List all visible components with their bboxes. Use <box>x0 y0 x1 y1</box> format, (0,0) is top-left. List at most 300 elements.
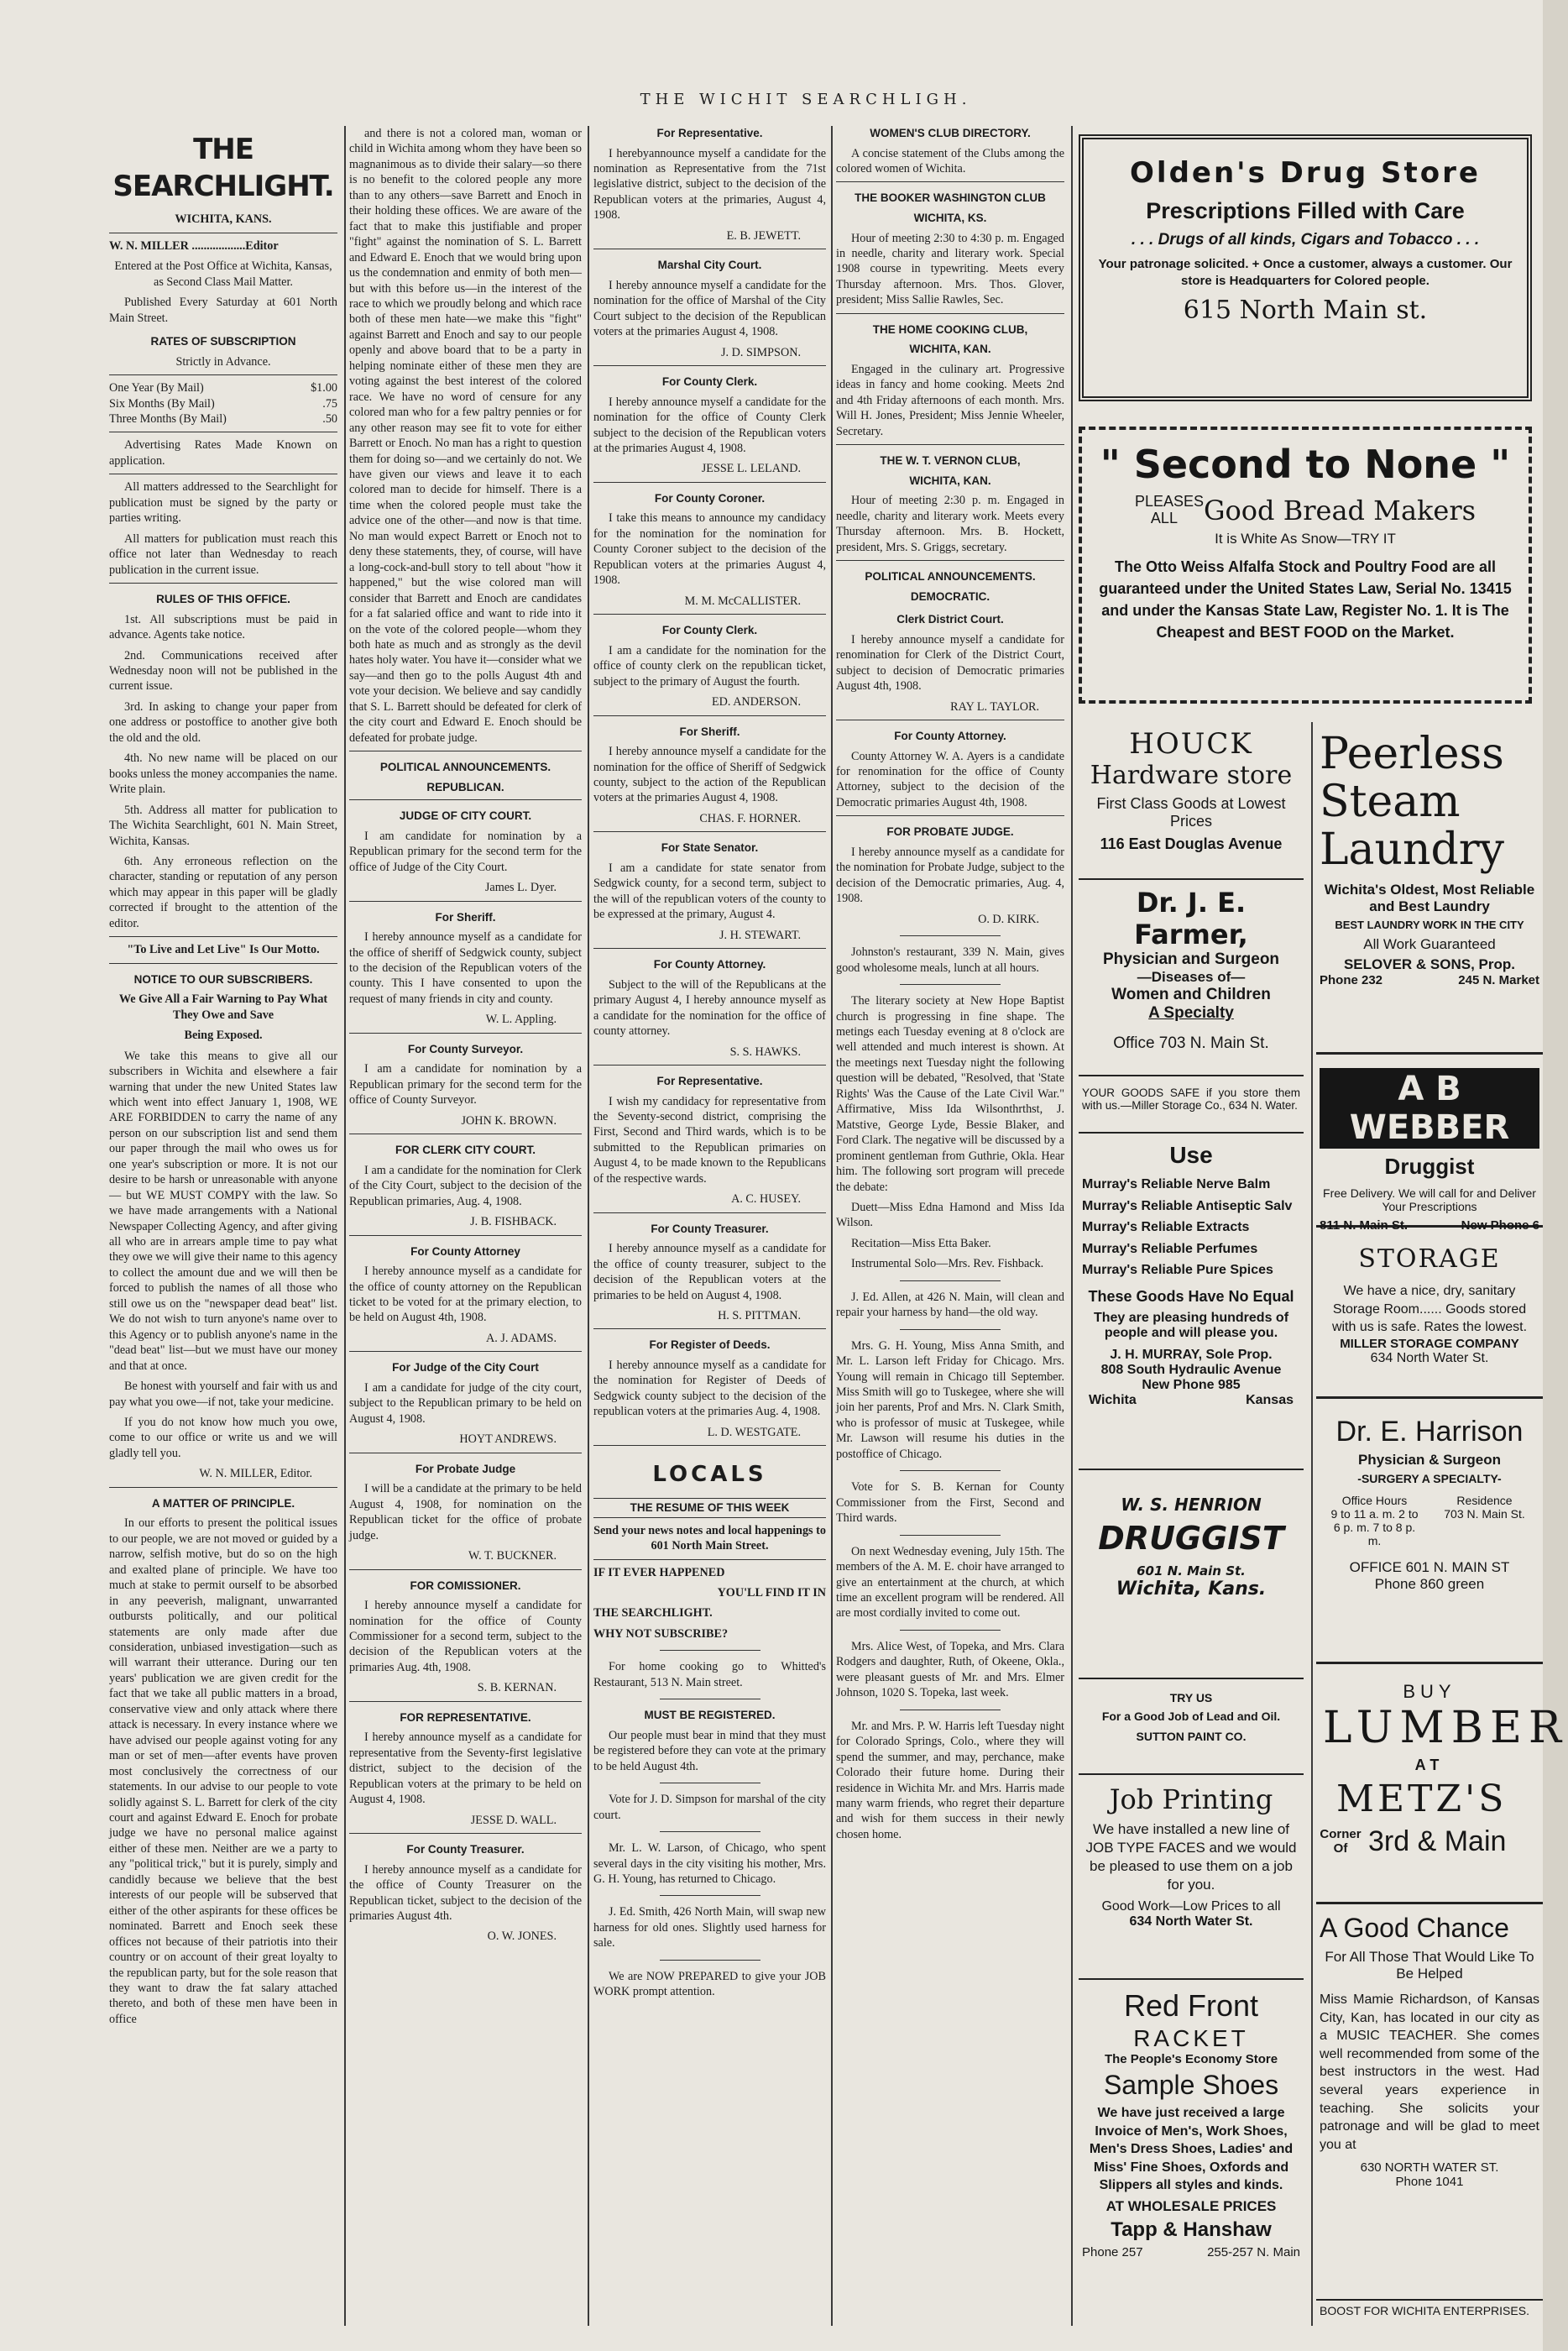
announcement-text: I hereby announce myself as a candidate for the office of county attorney on the Republican ticket to be voted for at the primary election, to be held on August 4th, 1908. <box>349 1265 582 1325</box>
divider <box>349 1235 582 1236</box>
divider <box>349 901 582 902</box>
rules-head: RULES OF THIS OFFICE. <box>156 593 290 606</box>
ad-line: Prescriptions Filled with Care <box>1146 198 1465 223</box>
local-item: Mr. and Mrs. P. W. Harris left Tuesday night for Colorado Springs, Colo., where they will spend the summer, and may, perchance, make Colorado their future home. During their residence in Wichita Mr. and Mrs. Harris made many warm friends, who regret their departure and wish for them success in their newly chosen home. <box>836 1719 1064 1841</box>
announcement-text: I am a candidate for state senator from Sedgwick county, for a second term, subject to the will of the republican voters of the county to be expressed at the primary, August 4. <box>593 861 826 922</box>
ad-list-item: Murray's Reliable Nerve Balm <box>1082 1177 1271 1191</box>
divider <box>660 1831 760 1832</box>
divider <box>349 799 582 800</box>
announcement <box>593 126 826 243</box>
announcement-signature: S. B. KERNAN. <box>477 1681 557 1695</box>
ad-address: 630 NORTH WATER ST. <box>1360 2160 1499 2176</box>
political-sub: REPUBLICAN. <box>426 780 504 793</box>
divider <box>593 1065 826 1066</box>
promo-line: IF IT EVER HAPPENED <box>593 1565 725 1579</box>
announcement-signature: M. M. McCALLISTER. <box>684 594 801 608</box>
column-3 <box>593 126 826 2005</box>
rule-item: 4th. No new name will be placed on our books unless the money accompanies the name. Write plain. <box>109 751 337 797</box>
announcement-title: FOR REPRESENTATIVE. <box>400 1710 531 1724</box>
divider <box>900 1280 1001 1281</box>
announcement-title: For County Clerk. <box>661 375 758 389</box>
ad-line: Good Work—Low Prices to all <box>1101 1899 1281 1914</box>
divider <box>109 583 337 584</box>
column-rule <box>344 126 346 2326</box>
ad-storage-note <box>1079 1083 1304 1134</box>
club-place: WICHITA, KAN. <box>909 343 991 356</box>
ad-red-front-racket <box>1079 1985 1304 2326</box>
column-rule <box>588 126 589 2326</box>
announcement <box>349 1360 582 1447</box>
announcement-text: I will be a candidate at the primary to be held August 4, 1908, for nomination on the Republican ticket for the office of probate judge. <box>349 1482 582 1542</box>
ad-line: A Specialty <box>1148 1004 1234 1022</box>
announcement-signature: James L. Dyer. <box>484 881 557 895</box>
ad-title: Dr. E. Harrison <box>1335 1416 1524 1448</box>
announcement-title: Marshal City Court. <box>657 259 762 272</box>
local-item: For home cooking go to Whitted's Restaurant, 513 N. Main street. <box>593 1660 826 1689</box>
divider <box>900 984 1001 985</box>
divider <box>349 1833 582 1834</box>
announcement-text: I take this means to announce my candidacy for the nomination for the nomination for County Coroner subject to the decision of the Republican voters at the primaries August 4, 1908. <box>593 511 826 588</box>
announcement-signature: HOYT ANDREWS. <box>459 1432 557 1447</box>
ad-title: Laundry <box>1320 825 1505 876</box>
ad-hours-row <box>1320 1494 1539 1547</box>
editor-line: W. N. MILLER ..................Editor <box>109 238 279 253</box>
local-item: Our people must bear in mind that they must be registered before they can vote at the primary to be held August 4th. <box>593 1728 826 1773</box>
announcement <box>593 258 826 360</box>
ad-phone: Phone 1041 <box>1395 2175 1464 2190</box>
ad-second-to-none <box>1079 427 1532 704</box>
ad-line: RACKET <box>1133 2025 1249 2051</box>
divider <box>900 1630 1001 1631</box>
ad-hours-text: 9 to 11 a. m. 2 to 6 p. m. 7 to 8 p. m. <box>1330 1507 1419 1547</box>
announcement-signature: J. B. FISHBACK. <box>470 1215 557 1229</box>
announcement-text: I hereby announce myself as a candidate for the office of county treasurer, subject to the decision of the Republican voters at the primaries to be held on August 4, 1908. <box>593 1242 826 1302</box>
ad-line: MILLER STORAGE COMPANY <box>1340 1336 1519 1351</box>
local-item: On next Wednesday evening, July 15th. The members of the A. M. E. choir have arranged to give an entertainment at the church, at which time an excellent program will be rendered. All are most cordially invited to come out. <box>836 1544 1064 1621</box>
rate-label: One Year (By Mail) <box>109 381 204 395</box>
announcement-signature: CHAS. F. HORNER. <box>699 811 801 825</box>
announcement <box>593 840 826 943</box>
divider <box>900 1470 1001 1471</box>
divider <box>593 614 826 615</box>
advertising-rates: Advertising Rates Made Known on application. <box>109 438 337 468</box>
ad-title: Olden's Drug Store <box>1130 156 1481 190</box>
divider <box>349 1701 582 1702</box>
principle-continued: and there is not a colored man, woman or child in Wichita among whom they have been so magnanimous as to divide their salary—so there is no benefit to the colored people any more than to any others—save Barrett and Enoch in their holding these offices. We are aware of the fact that to make this justifiable and proper "fight" against the nomination of S. L. Barrett and Edward E. Enoch that we would bring upon us the condemnation and enmity of both men—but with this before us—in the interest of the race to which we proudly belong and which race both of these men hate—we make this "fight" against Barrett and Enoch and say to our people openly and above board that to be a party in helping nominate either of these men they are voting against the best interest of the colored race. We have no word of censure for any colored man who for a few paltry pennies or for any other reason may see fit to vote for either Barrett or Enoch. No man has a right to question them for doing so—and we certainly do not. We have given our views and leave it to each colored man to decide for himself. There is a time when the colored people must take the advice one of the other—and now is that time. No man would expect Barrett or Enoch not to deny these statements, they, of course, will have a long-cock-and-bull story to tell about "how it happened," but the wise colored man will consider that Barrett and Enoch are candidates for a fat salaried office and want to ride into it on the vote of the colored people—whom they both hate as much and as strongly as the devil hates holy water. You have it—consider what we say—and then go to the polls August 4th and vote your decision. We believe and say candidly that S. L. Barrett should be defeated for clerk of the city court and Edward E. Enoch should be defeated for probate judge. <box>349 127 582 745</box>
ad-list-item: Murray's Reliable Pure Spices <box>1082 1263 1273 1278</box>
published-notice: Published Every Saturday at 601 North Main Street. <box>109 296 337 325</box>
local-item: J. Ed. Allen, at 426 N. Main, will clean and repair your harness by hand—the old way. <box>836 1290 1064 1320</box>
send-notice: Send your news notes and local happenings to 601 North Main Street. <box>593 1523 826 1553</box>
rate-row <box>109 411 337 427</box>
divider <box>109 963 337 964</box>
ad-line: Your patronage solicited. + Once a customer, always a customer. Our store is Headquarters for Colored people. <box>1098 257 1513 288</box>
ad-title: TRY US <box>1169 1691 1213 1704</box>
announcement-text: I hereby announce myself as a candidate for the nomination for Register of Deeds of Sedgwick county subject to the decision of the republican voters at the primaries Aug. 4, 1908. <box>593 1359 826 1419</box>
ad-title: W. S. HENRION <box>1121 1495 1262 1515</box>
notice-sub: We Give All a Fair Warning to Pay What They Owe and Save <box>118 992 328 1022</box>
announcement-text: I hereby announce myself a candidate for the nomination for the office of Marshal of the City Court subject to the decision of the Republican voters at the primaries August 4, 1908. <box>593 278 826 339</box>
masthead: THE SEARCHLIGHT. <box>112 133 334 204</box>
announcement <box>593 957 826 1060</box>
announcement-signature: O. D. KIRK. <box>978 912 1039 926</box>
notice-sub: Being Exposed. <box>184 1029 263 1043</box>
divider <box>900 935 1001 936</box>
ad-hours-head: Office Hours <box>1341 1494 1408 1507</box>
announcement-title: FOR COMISSIONER. <box>410 1579 521 1592</box>
ad-residence-text: 703 N. Main St. <box>1444 1507 1525 1521</box>
announcement-signature: A. J. ADAMS. <box>486 1331 557 1345</box>
ad-address: 3rd & Main <box>1368 1825 1507 1857</box>
ad-contact-row <box>1320 973 1539 987</box>
divider <box>593 715 826 716</box>
announcement <box>593 1074 826 1207</box>
ad-houck-hardware <box>1079 720 1304 880</box>
communications-notice: All matters addressed to the Searchlight for publication must be signed by the party or parties writing. <box>109 480 337 526</box>
ad-body: Free Delivery. We will call for and Deliver Your Prescriptions <box>1323 1186 1536 1213</box>
ad-address: 255-257 N. Main <box>1207 2244 1300 2259</box>
ad-line: The People's Economy Store <box>1104 2052 1278 2066</box>
local-item: J. Ed. Smith, 426 North Main, will swap new harness for old ones. Slightly used harness for sale. <box>593 1905 826 1950</box>
rates-list <box>109 380 337 427</box>
ad-olden-drug-store <box>1079 134 1532 401</box>
ad-title: LUMBER <box>1323 1703 1568 1753</box>
ad-address: 634 North Water St. <box>1370 1350 1489 1365</box>
ad-storage <box>1316 1233 1543 1399</box>
ad-address: 245 N. Market <box>1458 972 1539 987</box>
ad-line: Physician & Surgeon <box>1357 1452 1502 1468</box>
ad-address: 601 N. Main St. <box>1137 1563 1246 1579</box>
announcement <box>593 491 826 609</box>
rate-label: Six Months (By Mail) <box>109 396 215 411</box>
announcement <box>349 910 582 1028</box>
announcement-title: For Register of Deeds. <box>649 1338 771 1352</box>
column-rule <box>1311 722 1313 2326</box>
ad-line: AT WHOLESALE PRICES <box>1105 2197 1277 2214</box>
club-text: Hour of meeting 2:30 p. m. Engaged in needle, charity and literary work. Meets every Thursday afternoon. Mrs. B. Hockett, president, Mrs. S. Griggs, secretary. <box>836 494 1064 554</box>
announcement-text: I am a candidate for the nomination for Clerk of the City Court, subject to the decision of the Republican primaries, Aug. 4, 1908. <box>349 1163 582 1208</box>
divider <box>109 1487 337 1488</box>
ad-title: Job Printing <box>1109 1783 1273 1815</box>
announcement-signature: J. D. SIMPSON. <box>720 345 801 359</box>
announcement-text: I am a candidate for judge of the city court, subject to the Republican primary to be held on August 4, 1908. <box>349 1380 582 1426</box>
ad-hours <box>1329 1494 1421 1547</box>
ad-line: Physician and Surgeon <box>1102 950 1280 968</box>
column-1 <box>109 126 337 2032</box>
ad-title: A B WEBBER <box>1320 1068 1539 1149</box>
rule-item: 2nd. Communications received after Wednesday noon will not be published in the current issue. <box>109 648 337 694</box>
rule-item: 5th. Address all matter for publication to The Wichita Searchlight, 601 N. Main Street, Wichita, Kansas. <box>109 803 337 848</box>
local-item: Mr. L. W. Larson, of Chicago, who spent several days in the city visiting his mother, Mrs. G. H. Young, has returned to Chicago. <box>593 1841 826 1886</box>
ad-job-printing <box>1079 1780 1304 1980</box>
ad-state: Kansas <box>1246 1392 1294 1407</box>
divider <box>593 1559 826 1560</box>
club-directory-desc: A concise statement of the Clubs among the colored women of Wichita. <box>836 146 1064 175</box>
program-item: Instrumental Solo—Mrs. Rev. Fishback. <box>851 1257 1044 1271</box>
announcement-signature: S. S. HAWKS. <box>729 1045 801 1059</box>
ad-title: Red Front <box>1123 1988 1259 2023</box>
ad-line: First Class Goods at Lowest Prices <box>1096 795 1286 830</box>
ad-list <box>1082 1174 1300 1281</box>
divider <box>593 948 826 949</box>
divider <box>349 1033 582 1034</box>
announcement-text: I wish my candidacy for representative from the Seventy-second district, comprising the First, Second and Third wards, which is to be submitted to the Republican primaries on August 4, to be made known to the Republicans of the respective wards. <box>593 1094 826 1186</box>
announcement <box>593 623 826 709</box>
announcement-signature: O. W. JONES. <box>487 1929 557 1944</box>
announcement <box>349 809 582 895</box>
announcement-title: For Sheriff. <box>679 725 740 738</box>
divider <box>109 374 337 375</box>
rate-label: Three Months (By Mail) <box>109 412 227 426</box>
divider <box>900 1329 1001 1330</box>
principle-body: In our efforts to present the political issues to our people, we are not moved or guided by a narrow, selfish motive, but do so on the high and exalted plane of principle. We have too much at stake to permit ourself to be absorbed in any peeverish, malignant, unwarranted outbursts politically, and our political statements are only made after due consideration, unbiased investigation—such as will warrant their utterance. During our ten years' publication we are given credit for the fact that we take all public matters in a broad, conservative view and only attack where there attack is necessary. In every instance where we have advised our people against voting for any man or set of men—after events have proven most conclusively the correctness of our statements. In our advise to our people to vote solidly against S. L. Barrett for clerk of the city court and against Edward E. Enoch for probate judge we have no personal malice against either of these men. Neither are we a party to any "political trick," but it is purely, simply and candidly because we believe that the best interests of our people will be subserved that either of the other aspirants for these offices be nominated. Barrett and Enoch seek these offices not because of their patriotis into their country or on account of their great loyalty to the republican party, but for the sole reason that they want to draw the fat salary attached thereto, and both of these men have been in office <box>109 1516 337 2026</box>
publication-notice: All matters for publication must reach this office not later than Wednesday to reach publication in the current issue. <box>109 531 337 577</box>
principle-head: A MATTER OF PRINCIPLE. <box>151 1496 295 1510</box>
rate-row <box>109 380 337 395</box>
announcement-title: For County Attorney <box>410 1244 520 1258</box>
ad-line: DRUGGIST <box>1098 1520 1284 1557</box>
divider <box>593 1328 826 1329</box>
club-place: WICHITA, KS. <box>913 212 987 224</box>
ad-corner-row <box>1320 1825 1539 1858</box>
rate-price: .50 <box>322 412 337 426</box>
ad-body: YOUR GOODS SAFE if you store them with us.—Miller Storage Co., 634 N. Water. <box>1082 1086 1300 1112</box>
divider <box>349 1351 582 1352</box>
club-head: THE W. T. VERNON CLUB, <box>880 454 1021 468</box>
announcement-text: I hereby announce myself a candidate for the nomination for the office of Sheriff of Sedgwick county, subject to the action of the Republican voters at the primaries August 4, 1908. <box>593 745 826 805</box>
column-2 <box>349 126 582 1950</box>
promo-line: WHY NOT SUBSCRIBE? <box>593 1626 729 1641</box>
club-head: THE BOOKER WASHINGTON CLUB <box>855 191 1046 205</box>
announcement-title: For Judge of the City Court <box>392 1361 539 1374</box>
announcement <box>349 1842 582 1945</box>
announcement-title: Clerk District Court. <box>896 613 1004 626</box>
announcement-text: I am a candidate for the nomination for the office of county clerk on the republican ticket, subject to the primary of August the fourth. <box>593 643 826 689</box>
announcement-signature: W. T. BUCKNER. <box>468 1549 557 1563</box>
ad-line: Corner Of <box>1320 1827 1362 1856</box>
political-head: POLITICAL ANNOUNCEMENTS. <box>865 570 1036 584</box>
ad-address: 615 North Main st. <box>1183 296 1428 325</box>
program-item: Recitation—Miss Etta Baker. <box>851 1236 991 1250</box>
divider <box>593 1212 826 1213</box>
announcement <box>349 1143 582 1229</box>
announcement-text: I herebyannounce myself a candidate for the nomination as Representative from the 71st legislative district, subject to the decision of the Republican voters at the primaries, August 4, 1908. <box>593 146 826 223</box>
ad-address: 634 North Water St. <box>1129 1914 1253 1929</box>
ad-contact-row <box>1082 2245 1300 2259</box>
ad-line: SUTTON PAINT CO. <box>1136 1730 1247 1743</box>
announcement-title: For Sheriff. <box>435 910 496 924</box>
club-head: THE HOME COOKING CLUB, <box>872 322 1028 336</box>
announcement <box>349 1710 582 1828</box>
announcement-title: For County Coroner. <box>654 491 766 505</box>
announcement-signature: J. H. STEWART. <box>719 928 801 942</box>
ad-line: For All Those That Would Like To Be Helped <box>1325 1949 1534 1982</box>
ad-metz-lumber <box>1316 1669 1568 1904</box>
rate-price: .75 <box>322 396 337 411</box>
promo-line: YOU'LL FIND IT IN <box>717 1586 826 1600</box>
club-text: Engaged in the culinary art. Progressive ideas in fancy and home cooking. Meets 2nd and 4th Friday afternoons of each month. Mrs. Will H. Jones, President; Miss Jennie Wheeler, Secretary. <box>836 362 1064 438</box>
announcement <box>593 725 826 827</box>
local-item: Vote for S. B. Kernan for County Commissioner from the First, Second and Third wards. <box>836 1480 1064 1526</box>
ad-line: All Work Guaranteed <box>1363 935 1496 952</box>
ad-title: " Second to None " <box>1100 442 1511 487</box>
divider <box>660 1895 760 1896</box>
ad-line: Good Bread Makers <box>1203 494 1477 526</box>
ad-dr-farmer <box>1079 882 1304 1076</box>
announcement-signature: H. S. PITTMAN. <box>718 1309 801 1323</box>
ad-title: Dr. J. E. Farmer, <box>1134 887 1248 950</box>
running-head: THE WICHIT SEARCHLIGH. <box>640 91 972 108</box>
ad-peerless-laundry <box>1316 727 1543 1055</box>
ad-city: Wichita, Kans. <box>1116 1579 1267 1600</box>
notice-body: If you do not know how much you owe, come to our office or write us and we will gladly tell you. <box>109 1416 337 1460</box>
divider <box>349 1569 582 1570</box>
rate-row <box>109 396 337 411</box>
ad-phone: Phone 257 <box>1082 2244 1143 2259</box>
announcement <box>836 612 1064 715</box>
ad-line: It is White As Snow—TRY IT <box>1215 530 1396 547</box>
rate-price: $1.00 <box>311 381 337 395</box>
announcement-title: For County Clerk. <box>661 624 758 637</box>
ad-phone: New Phone 985 <box>1142 1377 1241 1392</box>
ad-body: We have a nice, dry, sanitary Storage Room...... Goods stored with us is safe. Rates the lowest. <box>1331 1284 1528 1335</box>
ad-line: PLEASES ALL <box>1134 493 1204 526</box>
announcement <box>593 374 826 477</box>
political-head: POLITICAL ANNOUNCEMENTS. <box>379 761 551 774</box>
ad-line: Tapp & Hanshaw <box>1111 2217 1272 2241</box>
announcement <box>349 1042 582 1128</box>
divider <box>836 815 1064 816</box>
announcement-title: For County Attorney. <box>894 729 1006 742</box>
ad-body: Wichita's Oldest, Most Reliable and Best Laundry <box>1324 881 1535 914</box>
announcement-text: I hereby announce myself as a candidate for the office of sheriff of Sedgwick county, subject to the decision of the Republican voters of the county. This I have consented to upon the request of many friends in city and county. <box>349 930 582 1006</box>
announcement-text: I hereby announce myself a candidate for renomination for Clerk of the District Court, subject to decision of Democratic primaries August 4th, 1908. <box>836 632 1064 694</box>
rates-sub: Strictly in Advance. <box>175 354 271 369</box>
announcement <box>593 1338 826 1440</box>
ad-title: A Good Chance <box>1320 1913 1509 1943</box>
ad-line: Women and Children <box>1111 986 1271 1003</box>
ad-phone: Phone 860 green <box>1374 1576 1485 1592</box>
announcement-title: For State Senator. <box>661 841 759 855</box>
announcement-signature: JESSE D. WALL. <box>470 1813 557 1827</box>
divider <box>593 482 826 483</box>
announcement-title: For Representative. <box>656 1074 763 1087</box>
ad-henrion-druggist <box>1079 1478 1304 1679</box>
rule-item: 6th. Any erroneous reflection on the character, standing or reputation of any person which may appear in this paper will be gladly corrected if brought to the attention of the editor. <box>109 854 337 930</box>
divider <box>593 365 826 366</box>
ad-line: BEST LAUNDRY WORK IN THE CITY <box>1335 918 1524 931</box>
announcement-title: JUDGE OF CITY COURT. <box>399 809 532 823</box>
announcement-signature: RAY L. TAYLOR. <box>950 699 1039 714</box>
notice-body: We take this means to give all our subscribers in Wichita and elsewhere a fair warning that under the new United States law which went into effect January 1, 1908, WE ARE FORBIDDEN to carry the name of any person on our subscription list and send them our paper through the mail who owes us for one year's subscription or more. It is not our desire to be harsh or unreasonable with anyone— but WE MUST COMPY with the law. So we have made arrangements with a National Newspaper Collecting Agency, and after giving all who are in arrears ample time to pay what they owe we will give their name to this agency to collect the amount due and we will then be forced to publish the names of all those who still owe us on the "newspaper dead beat" list. We do not wish to turn anyone's name over to this Agency or to publish anyone's name in the "dead beat" list—but we must have our money and that at once. <box>109 1049 337 1373</box>
promo-line: THE SEARCHLIGHT. <box>593 1606 713 1621</box>
ad-line: BOOST FOR WICHITA ENTERPRISES. <box>1320 2304 1529 2317</box>
ad-title: Use <box>1169 1142 1213 1168</box>
ad-title: STORAGE <box>1358 1244 1501 1274</box>
ad-residence <box>1439 1494 1531 1547</box>
ad-title: Steam <box>1320 777 1461 828</box>
ad-murray <box>1079 1139 1304 1470</box>
announcement-signature: E. B. JEWETT. <box>726 228 801 243</box>
local-item: Mrs. G. H. Young, Miss Anna Smith, and Mr. L. Larson left Friday for Chicago. Mrs. Young will remain in Chicago till September. Miss Smith will go to Tuskegee, where she will join her parents, Prof and Mrs. N. Clark Smith, who is professor of music at Tuskegee, while Mr. Lawson will resume his duties in the postoffice of Chicago. <box>836 1338 1064 1461</box>
announcement-text: Subject to the will of the Republicans at the primary August 4, I hereby announce myself as a candidate for the nomination for the office of county attorney. <box>593 977 826 1039</box>
club-directory-head: WOMEN'S CLUB DIRECTORY. <box>870 127 1031 139</box>
announcement <box>593 1222 826 1324</box>
ad-line: AT <box>1414 1757 1445 1773</box>
ad-line: Hardware store <box>1090 761 1293 790</box>
ad-title: Peerless <box>1320 729 1504 779</box>
ad-line: Druggist <box>1384 1154 1475 1179</box>
rates-head: RATES OF SUBSCRIPTION <box>150 335 296 348</box>
ad-city-row <box>1082 1393 1300 1408</box>
announcement-text: I hereby announce myself a candidate for nomination for the office of County Commissioner for a second term, subject to the decision of the Republican voters at the primaries Aug. 4th, 1908. <box>349 1599 582 1674</box>
rule-item: 1st. All subscriptions must be paid in advance. Agents take notice. <box>109 612 337 642</box>
ad-title: METZ'S <box>1336 1778 1508 1820</box>
ad-dr-harrison <box>1316 1404 1543 1664</box>
ad-line: They are pleasing hundreds of people and will please you. <box>1093 1310 1289 1340</box>
announcement-signature: W. L. Appling. <box>485 1013 557 1027</box>
announcement-signature: L. D. WESTGATE. <box>707 1425 801 1439</box>
resume-head: THE RESUME OF THIS WEEK <box>593 1498 826 1518</box>
announcement-signature: JESSE L. LELAND. <box>701 462 801 476</box>
rule-item: 3rd. In asking to change your paper from one address or postoffice to another give both the old and the old. <box>109 699 337 745</box>
announcement-title: For Probate Judge <box>415 1462 516 1475</box>
ad-residence-head: Residence <box>1456 1494 1513 1507</box>
announcement-title: For County Surveyor. <box>407 1042 524 1055</box>
announcement-title: For County Treasurer. <box>406 1843 525 1856</box>
ad-good-chance <box>1316 1909 1543 2296</box>
ad-city: Wichita <box>1089 1392 1137 1407</box>
announcement-text: I am a candidate for nomination by a Republican primary for the second term for the office of County Surveyor. <box>349 1062 582 1107</box>
announcement-signature: JOHN K. BROWN. <box>461 1113 557 1128</box>
ad-boost <box>1316 2299 1543 2333</box>
ad-body: Miss Mamie Richardson, of Kansas City, Kan, has located in our city as a MUSIC TEACHER. She comes well recommended from some of the best instructors in the west. Had several years experience in teaching. She solicits your patronage and will be glad to meet you at <box>1320 1992 1539 2152</box>
local-item: We are NOW PREPARED to give your JOB WORK prompt attention. <box>593 1969 826 1999</box>
club-place: WICHITA, KAN. <box>909 474 991 487</box>
ad-address: 811 N. Main St. <box>1320 1218 1409 1233</box>
announcement-text: I hereby announce myself as a candidate for the office of County Treasurer on the Republican ticket, subject to the decision of the primaries August 4th. <box>349 1862 582 1923</box>
ad-list-item: Murray's Reliable Perfumes <box>1082 1241 1258 1256</box>
local-item: Vote for J. D. Simpson for marshal of the city court. <box>593 1793 826 1822</box>
club-text: Hour of meeting 2:30 to 4:30 p. m. Engaged in needle, charity and literary work. Special 1908 course in typewriting. Meets every Thursday afternoon. Mrs. Thos. Glover, president; Miss Sallie Rawles, Sec. <box>836 231 1064 307</box>
ad-line: These Goods Have No Equal <box>1088 1287 1294 1305</box>
ad-line: BUY <box>1403 1681 1456 1702</box>
ad-pleases-row <box>1094 494 1517 527</box>
ad-address: 116 East Douglas Avenue <box>1100 835 1283 852</box>
announcement-text: I hereby announce myself as a candidate for the nomination for Probate Judge, subject to the decision of the Democratic primaries, Aug. 4, 1908. <box>836 845 1064 906</box>
ad-sutton-paint <box>1079 1684 1304 1775</box>
ad-line: Sample Shoes <box>1103 2070 1279 2100</box>
announcement-title: FOR PROBATE JUDGE. <box>886 825 1014 839</box>
ad-line: -SURGERY A SPECIALTY- <box>1357 1472 1502 1485</box>
divider <box>593 831 826 832</box>
announcement-title: For County Treasurer. <box>651 1222 769 1235</box>
announcement-text: I am candidate for nomination by a Republican primary for the second term for the office of Judge of the City Court. <box>349 829 582 874</box>
notice-head: NOTICE TO OUR SUBSCRIBERS. <box>133 972 313 986</box>
announcement-text: I hereby announce myself a candidate for the nomination for the office of County Clerk subject to the decision of the Republican voters at the primaries August 4, 1908. <box>593 395 826 455</box>
ad-contact-row <box>1320 1218 1539 1233</box>
ad-address: OFFICE 601 N. MAIN ST <box>1349 1559 1510 1575</box>
announcement <box>836 729 1064 810</box>
ad-line: For a Good Job of Lead and Oil. <box>1101 1710 1281 1723</box>
ad-phone: Phone 232 <box>1320 972 1383 987</box>
local-item: Johnston's restaurant, 339 N. Main, gives good wholesome meals, lunch at all hours. <box>836 945 1064 975</box>
ad-body: We have installed a new line of JOB TYPE FACES and we would be pleased to use them on a job for you. <box>1085 1821 1297 1893</box>
place: WICHITA, KANS. <box>175 212 272 227</box>
column-rule <box>831 126 833 2326</box>
local-item: Mrs. Alice West, of Topeka, and Mrs. Clara Rodgers and daughter, Ruth, of Okeene, Okla., were pleasant guests of Mr. and Mrs. Elmer Johnson, 1020 S. Topeka, last week. <box>836 1639 1064 1700</box>
motto: "To Live and Let Live" Is Our Motto. <box>127 943 320 957</box>
